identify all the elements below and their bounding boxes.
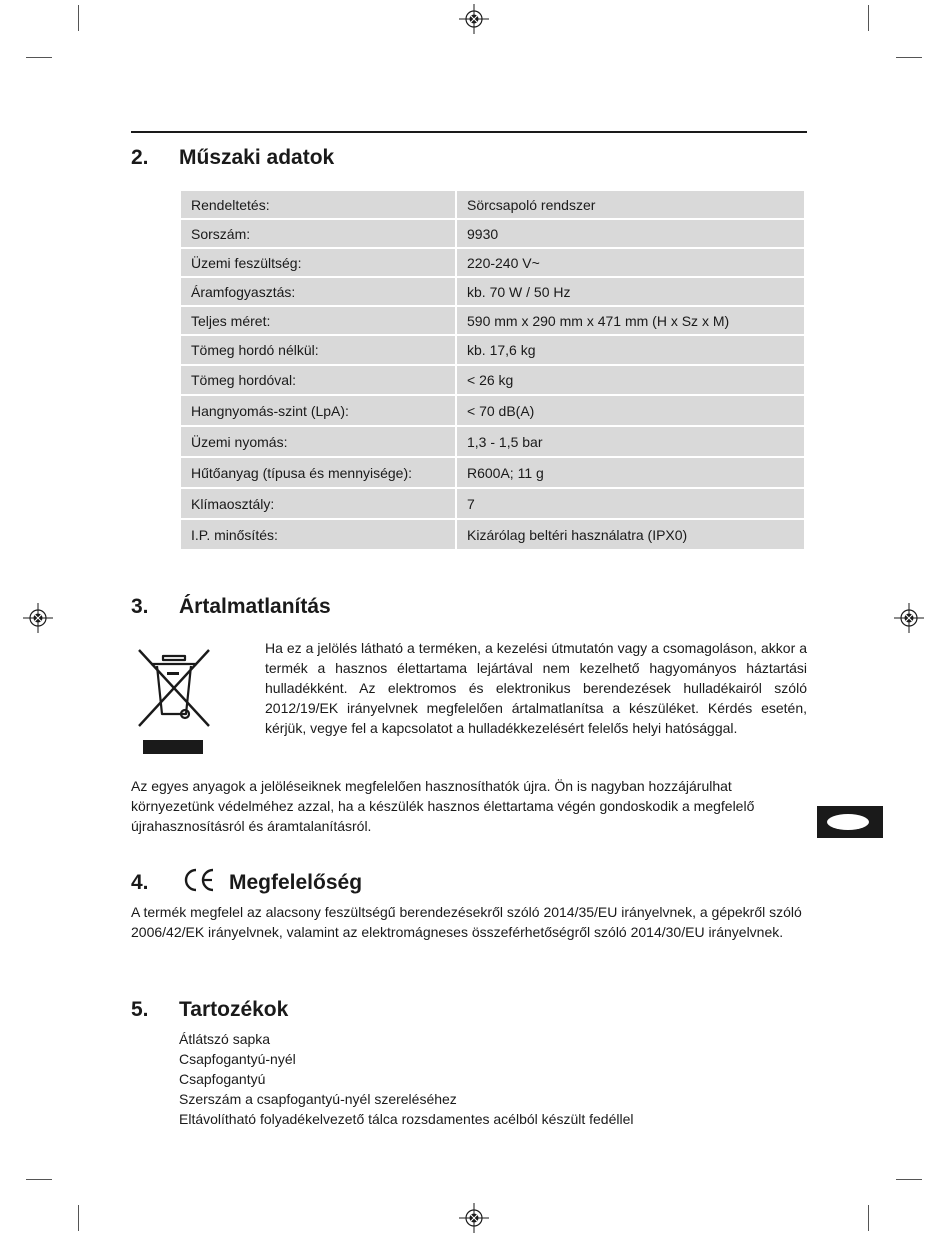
- spec-value: Sörcsapoló rendszer: [457, 191, 804, 218]
- section-number: 3.: [131, 595, 149, 618]
- spec-value: 9930: [457, 220, 804, 247]
- spec-label: Teljes méret:: [181, 307, 455, 334]
- crop-mark: [26, 1179, 52, 1180]
- spec-table: [179, 189, 806, 551]
- table-row: [181, 458, 804, 487]
- spec-value: Kizárólag beltéri használatra (IPX0): [457, 520, 804, 549]
- spec-label: Klímaosztály:: [181, 489, 455, 518]
- list-item: Csapfogantyú-nyél: [179, 1051, 296, 1067]
- spec-label: Hangnyomás-szint (LpA):: [181, 396, 455, 425]
- spec-value: kb. 17,6 kg: [457, 336, 804, 364]
- section-number: 2.: [131, 146, 149, 169]
- list-item: Szerszám a csapfogantyú-nyél szereléséhez: [179, 1091, 457, 1107]
- section-title: Műszaki adatok: [179, 146, 335, 169]
- table-row: [181, 489, 804, 518]
- language-tab-oval: [827, 814, 869, 830]
- section-divider: [131, 131, 807, 133]
- crop-mark: [78, 1205, 79, 1231]
- conformity-paragraph: A termék megfelel az alacsony feszültségű berendezésekről szóló 2014/35/EU irányelvnek, a gépekről szóló 2006/42/EK irányelvnek, valamint az elektromágneses összeférhetőségről szóló 2014/30/EU irányelvnek.: [131, 904, 802, 940]
- spec-value: 1,3 - 1,5 bar: [457, 427, 804, 456]
- spec-value: 590 mm x 290 mm x 471 mm (H x Sz x M): [457, 307, 804, 334]
- table-row: [181, 396, 804, 425]
- table-row: [181, 336, 804, 364]
- crossed-out-wheelie-bin-icon: [137, 648, 211, 730]
- table-row: [181, 520, 804, 549]
- spec-label: I.P. minősítés:: [181, 520, 455, 549]
- list-item: Csapfogantyú: [179, 1071, 266, 1087]
- ce-mark-icon: [180, 867, 216, 893]
- recycling-paragraph: Az egyes anyagok a jelöléseiknek megfelelően hasznosíthatók újra. Ön is nagyban hozzájárulhat környezetünk védelméhez azzal, ha a készülék hasznos élettartama végén gondoskodik a megfelelő újrahasznosításról és áramtalanításról.: [131, 778, 755, 834]
- crop-mark: [26, 57, 52, 58]
- crop-mark: [896, 57, 922, 58]
- section-title: Megfelelőség: [229, 871, 363, 894]
- spec-label: Üzemi nyomás:: [181, 427, 455, 456]
- registration-mark-icon: [459, 4, 489, 34]
- table-row: [181, 366, 804, 394]
- section-title: Tartozékok: [179, 998, 289, 1021]
- spec-value: < 26 kg: [457, 366, 804, 394]
- registration-mark-icon: [23, 603, 53, 633]
- table-row: [181, 220, 804, 247]
- spec-label: Tömeg hordó nélkül:: [181, 336, 455, 364]
- crop-mark: [896, 1179, 922, 1180]
- section-number: 5.: [131, 998, 149, 1021]
- crop-mark: [868, 5, 869, 31]
- spec-value: 7: [457, 489, 804, 518]
- accessories-list: [179, 1029, 633, 1129]
- crop-mark: [868, 1205, 869, 1231]
- spec-label: Rendeltetés:: [181, 191, 455, 218]
- list-item: Átlátszó sapka: [179, 1031, 271, 1047]
- spec-value: < 70 dB(A): [457, 396, 804, 425]
- spec-label: Üzemi feszültség:: [181, 249, 455, 276]
- weee-bar-icon: [143, 740, 203, 754]
- spec-label: Hűtőanyag (típusa és mennyisége):: [181, 458, 455, 487]
- registration-mark-icon: [894, 603, 924, 633]
- spec-value: 220-240 V~: [457, 249, 804, 276]
- spec-value: kb. 70 W / 50 Hz: [457, 278, 804, 305]
- crop-mark: [78, 5, 79, 31]
- section-title: Ártalmatlanítás: [179, 595, 331, 618]
- spec-value: R600A; 11 g: [457, 458, 804, 487]
- section-number: 4.: [131, 871, 149, 894]
- table-row: [181, 307, 804, 334]
- spec-label: Sorszám:: [181, 220, 455, 247]
- list-item: Eltávolítható folyadékelvezető tálca rozsdamentes acélból készült fedéllel: [179, 1111, 634, 1127]
- table-row: [181, 427, 804, 456]
- disposal-paragraph: Ha ez a jelölés látható a terméken, a kezelési útmutatón vagy a csomagoláson, akkor a termék a hasznos élettartama lejártával nem kezelhető hagyományos háztartási hulladékként. Az elektromos és elektronikus berendezések hulladékairól szóló 2012/19/EK irányelvnek megfelelően ártalmatlanítsa a készüléket. Kérdés esetén, kérjük, vegye fel a kapcsolatot a hulladékkezelésért felelős helyi hatósággal.: [265, 640, 807, 736]
- spec-label: Tömeg hordóval:: [181, 366, 455, 394]
- table-row: [181, 191, 804, 218]
- table-row: [181, 278, 804, 305]
- table-row: [181, 249, 804, 276]
- spec-label: Áramfogyasztás:: [181, 278, 455, 305]
- language-tab-icon: [817, 806, 883, 838]
- registration-mark-icon: [459, 1203, 489, 1233]
